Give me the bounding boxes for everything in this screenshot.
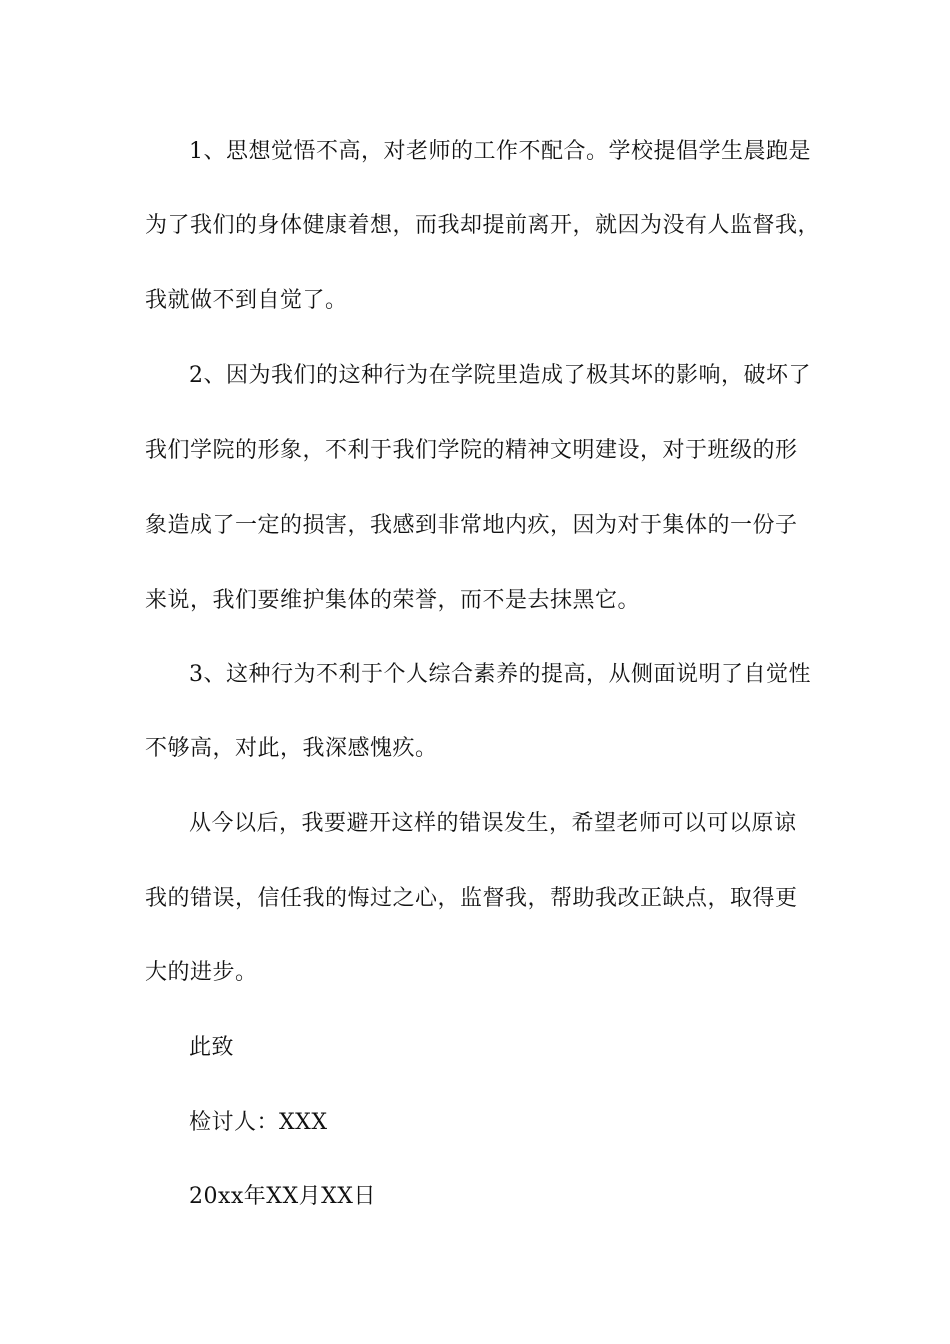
paragraph-line: 1、思想觉悟不高，对老师的工作不配合。学校提倡学生晨跑是 — [189, 139, 811, 164]
paragraph-line: 我们学院的形象，不利于我们学院的精神文明建设，对于班级的形 — [145, 438, 798, 463]
date-line: 20xx年XX月XX日 — [189, 1184, 376, 1209]
paragraph-line: 3、这种行为不利于个人综合素养的提高，从侧面说明了自觉性 — [189, 662, 811, 687]
paragraph-line: 大的进步。 — [145, 960, 258, 985]
closing-salutation: 此致 — [189, 1035, 235, 1060]
paragraph-line: 我就做不到自觉了。 — [145, 288, 348, 313]
paragraph-line: 我的错误，信任我的悔过之心，监督我，帮助我改正缺点，取得更 — [145, 886, 798, 911]
paragraph-line: 象造成了一定的损害，我感到非常地内疚，因为对于集体的一份子 — [145, 513, 798, 538]
paragraph-line: 为了我们的身体健康着想，而我却提前离开，就因为没有人监督我， — [145, 213, 821, 238]
signature-line: 检讨人：XXX — [189, 1110, 328, 1135]
paragraph-line: 从今以后，我要避开这样的错误发生，希望老师可以可以原谅 — [189, 811, 797, 836]
paragraph-line: 不够高，对此，我深感愧疚。 — [145, 736, 438, 761]
paragraph-line: 来说，我们要维护集体的荣誉，而不是去抹黑它。 — [145, 588, 641, 613]
paragraph-line: 2、因为我们的这种行为在学院里造成了极其坏的影响，破坏了 — [189, 363, 811, 388]
